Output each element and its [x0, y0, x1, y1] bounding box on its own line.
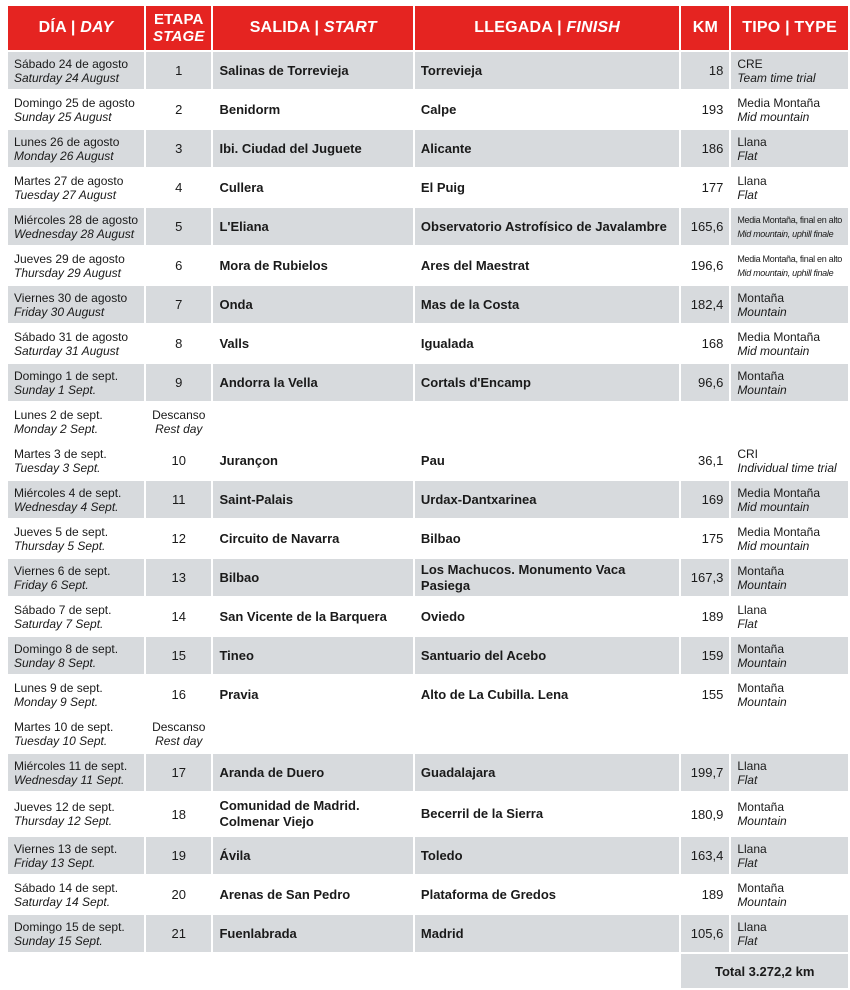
- day-en: Saturday 24 August: [14, 70, 119, 85]
- day-en: Saturday 7 Sept.: [14, 616, 104, 631]
- finish-cell: Calpe: [415, 91, 680, 128]
- stage-cell: 11: [146, 481, 211, 518]
- finish-cell: Becerril de la Sierra: [415, 793, 680, 835]
- start-cell: L'Eliana: [213, 208, 412, 245]
- stage-cell: 15: [146, 637, 211, 674]
- type-en: Mountain: [737, 814, 787, 828]
- type-cell: [731, 91, 848, 128]
- day-en: Friday 6 Sept.: [14, 577, 89, 592]
- table-row: [8, 52, 848, 89]
- type-en: Mid mountain: [737, 109, 810, 124]
- day-es: Domingo 15 de sept.: [14, 919, 125, 934]
- type-cell: [731, 637, 848, 674]
- km-cell: 165,6: [681, 208, 729, 245]
- day-es: Jueves 29 de agosto: [14, 251, 125, 266]
- type-es: Montaña: [737, 563, 785, 578]
- finish-cell: Pau: [415, 442, 680, 479]
- header-finish: LLEGADA | FINISH: [415, 6, 680, 50]
- header-start: SALIDA | START: [213, 6, 412, 50]
- day-cell: [8, 403, 144, 440]
- km-cell: 189: [681, 876, 729, 913]
- type-cell: [731, 130, 848, 167]
- rest-empty: [213, 403, 848, 440]
- type-en: Mountain: [737, 304, 787, 319]
- type-cell: [731, 169, 848, 206]
- stage-schedule: [6, 4, 850, 990]
- day-cell: [8, 325, 144, 362]
- day-cell: [8, 52, 144, 89]
- km-cell: 196,6: [681, 247, 729, 284]
- type-es: Montaña: [737, 290, 785, 305]
- day-cell: [8, 91, 144, 128]
- start-cell: Circuito de Navarra: [213, 520, 412, 557]
- type-cell: [731, 442, 848, 479]
- day-cell: [8, 481, 144, 518]
- day-cell: [8, 915, 144, 952]
- type-es: CRI: [737, 446, 758, 461]
- header-km: KM: [681, 6, 729, 50]
- day-en: Friday 30 August: [14, 304, 105, 319]
- day-es: Sábado 31 de agosto: [14, 329, 129, 344]
- type-cell: [731, 325, 848, 362]
- start-cell: Benidorm: [213, 91, 412, 128]
- stage-cell: 19: [146, 837, 211, 874]
- stage-cell: 18: [146, 793, 211, 835]
- total-spacer: [8, 954, 679, 988]
- km-cell: 167,3: [681, 559, 729, 596]
- day-es: Domingo 8 de sept.: [14, 641, 119, 656]
- table-row: [8, 915, 848, 952]
- rest-en: Rest day: [155, 733, 203, 748]
- day-en: Wednesday 28 August: [14, 226, 135, 241]
- table-row: [8, 520, 848, 557]
- type-es: Media Montaña, final en alto: [737, 253, 842, 264]
- stage-cell: 14: [146, 598, 211, 635]
- km-cell: 105,6: [681, 915, 729, 952]
- km-cell: 199,7: [681, 754, 729, 791]
- start-cell: Comunidad de Madrid. Colmenar Viejo: [213, 793, 412, 835]
- table-row: [8, 676, 848, 713]
- type-es: Llana: [737, 602, 767, 617]
- day-en: Monday 9 Sept.: [14, 694, 99, 709]
- table-row: [8, 637, 848, 674]
- start-cell: Arenas de San Pedro: [213, 876, 412, 913]
- day-cell: [8, 637, 144, 674]
- type-es: Media Montaña: [737, 329, 821, 344]
- finish-cell: Oviedo: [415, 598, 680, 635]
- stage-cell: 20: [146, 876, 211, 913]
- total-distance: Total 3.272,2 km: [681, 954, 848, 988]
- day-en: Tuesday 3 Sept.: [14, 460, 101, 475]
- type-cell: [731, 837, 848, 874]
- start-cell: San Vicente de la Barquera: [213, 598, 412, 635]
- type-cell: [731, 876, 848, 913]
- rest-es: Descanso: [152, 719, 206, 734]
- km-cell: 175: [681, 520, 729, 557]
- type-es: Media Montaña: [737, 485, 821, 500]
- table-row: [8, 91, 848, 128]
- start-cell: Cullera: [213, 169, 412, 206]
- table-row: [8, 169, 848, 206]
- type-en: Flat: [737, 187, 758, 202]
- type-cell: [731, 247, 848, 284]
- stage-cell: 16: [146, 676, 211, 713]
- type-en: Flat: [737, 616, 758, 631]
- start-cell: Ibi. Ciudad del Juguete: [213, 130, 412, 167]
- day-es: Domingo 25 de agosto: [14, 95, 135, 110]
- start-cell: Saint-Palais: [213, 481, 412, 518]
- day-es: Miércoles 11 de sept.: [14, 758, 128, 773]
- finish-cell: Santuario del Acebo: [415, 637, 680, 674]
- type-cell: [731, 915, 848, 952]
- type-es: Montaña: [737, 680, 785, 695]
- type-cell: [731, 598, 848, 635]
- day-en: Sunday 8 Sept.: [14, 655, 97, 670]
- day-cell: [8, 598, 144, 635]
- stage-cell: 7: [146, 286, 211, 323]
- rest-en: Rest day: [155, 421, 203, 436]
- start-cell: Andorra la Vella: [213, 364, 412, 401]
- type-cell: [731, 793, 848, 835]
- stage-cell: 5: [146, 208, 211, 245]
- header-type: TIPO | TYPE: [731, 6, 848, 50]
- km-cell: 155: [681, 676, 729, 713]
- type-es: CRE: [737, 56, 763, 71]
- type-es: Llana: [737, 134, 767, 149]
- stages-table: [6, 4, 850, 990]
- stage-cell: 2: [146, 91, 211, 128]
- type-en: Mountain: [737, 655, 787, 670]
- total-row: [8, 954, 848, 988]
- day-cell: [8, 442, 144, 479]
- type-en: Team time trial: [737, 70, 816, 85]
- day-cell: [8, 130, 144, 167]
- type-cell: [731, 481, 848, 518]
- finish-cell: Alto de La Cubilla. Lena: [415, 676, 680, 713]
- day-es: Jueves 5 de sept.: [14, 524, 109, 539]
- header-row: [8, 6, 848, 50]
- km-cell: 180,9: [681, 793, 729, 835]
- day-cell: [8, 715, 144, 752]
- day-cell: [8, 837, 144, 874]
- day-en: Monday 2 Sept.: [14, 421, 99, 436]
- day-es: Sábado 24 de agosto: [14, 56, 129, 71]
- day-es: Sábado 7 de sept.: [14, 602, 112, 617]
- km-cell: 18: [681, 52, 729, 89]
- day-en: Monday 26 August: [14, 148, 114, 163]
- finish-cell: Ares del Maestrat: [415, 247, 680, 284]
- km-cell: 163,4: [681, 837, 729, 874]
- type-en: Mid mountain: [737, 538, 810, 553]
- km-cell: 168: [681, 325, 729, 362]
- table-row: [8, 481, 848, 518]
- stage-cell: 12: [146, 520, 211, 557]
- table-row: [8, 130, 848, 167]
- finish-cell: Mas de la Costa: [415, 286, 680, 323]
- day-cell: [8, 208, 144, 245]
- table-row: [8, 364, 848, 401]
- day-cell: [8, 793, 144, 835]
- type-cell: [731, 520, 848, 557]
- day-en: Tuesday 27 August: [14, 187, 117, 202]
- day-es: Sábado 14 de sept.: [14, 880, 119, 895]
- finish-cell: Urdax-Dantxarinea: [415, 481, 680, 518]
- table-row: [8, 837, 848, 874]
- finish-cell: Bilbao: [415, 520, 680, 557]
- start-cell: Salinas de Torrevieja: [213, 52, 412, 89]
- stage-cell: 21: [146, 915, 211, 952]
- table-row: [8, 325, 848, 362]
- day-cell: [8, 876, 144, 913]
- day-en: Saturday 14 Sept.: [14, 894, 111, 909]
- day-en: Sunday 25 August: [14, 109, 112, 124]
- type-es: Montaña: [737, 641, 785, 656]
- table-row: [8, 598, 848, 635]
- type-cell: [731, 52, 848, 89]
- rest-es: Descanso: [152, 407, 206, 422]
- type-es: Montaña: [737, 368, 785, 383]
- table-row: [8, 793, 848, 835]
- day-es: Lunes 9 de sept.: [14, 680, 103, 695]
- start-cell: Aranda de Duero: [213, 754, 412, 791]
- finish-cell: El Puig: [415, 169, 680, 206]
- start-cell: Valls: [213, 325, 412, 362]
- km-cell: 186: [681, 130, 729, 167]
- stage-cell: [146, 403, 211, 440]
- day-en: Sunday 15 Sept.: [14, 933, 103, 948]
- day-en: Thursday 5 Sept.: [14, 538, 106, 553]
- day-es: Martes 3 de sept.: [14, 446, 107, 461]
- km-cell: 96,6: [681, 364, 729, 401]
- stage-cell: 9: [146, 364, 211, 401]
- finish-cell: Torrevieja: [415, 52, 680, 89]
- finish-cell: Toledo: [415, 837, 680, 874]
- finish-cell: Cortals d'Encamp: [415, 364, 680, 401]
- type-en: Mid mountain, uphill finale: [737, 228, 834, 239]
- day-es: Lunes 26 de agosto: [14, 134, 120, 149]
- day-es: Domingo 1 de sept.: [14, 368, 119, 383]
- day-es: Viernes 13 de sept.: [14, 841, 118, 856]
- day-en: Thursday 29 August: [14, 265, 121, 280]
- type-cell: [731, 364, 848, 401]
- type-es: Media Montaña: [737, 524, 821, 539]
- day-en: Wednesday 11 Sept.: [14, 772, 125, 787]
- start-cell: Tineo: [213, 637, 412, 674]
- day-es: Lunes 2 de sept.: [14, 407, 103, 422]
- day-cell: [8, 364, 144, 401]
- day-cell: [8, 520, 144, 557]
- km-cell: 193: [681, 91, 729, 128]
- type-es: Montaña: [737, 800, 785, 814]
- type-cell: [731, 208, 848, 245]
- km-cell: 177: [681, 169, 729, 206]
- type-es: Media Montaña, final en alto: [737, 214, 842, 225]
- type-cell: [731, 754, 848, 791]
- day-en: Friday 13 Sept.: [14, 855, 96, 870]
- type-cell: [731, 676, 848, 713]
- type-en: Mid mountain: [737, 499, 810, 514]
- type-es: Media Montaña: [737, 95, 821, 110]
- finish-cell: Igualada: [415, 325, 680, 362]
- type-cell: [731, 286, 848, 323]
- rest-day-row: [8, 715, 848, 752]
- type-es: Montaña: [737, 880, 785, 895]
- day-cell: [8, 286, 144, 323]
- km-cell: 189: [681, 598, 729, 635]
- finish-cell: Alicante: [415, 130, 680, 167]
- type-es: Llana: [737, 758, 767, 773]
- type-en: Mountain: [737, 577, 787, 592]
- finish-cell: Los Machucos. Monumento Vaca Pasiega: [415, 559, 680, 596]
- start-cell: Jurançon: [213, 442, 412, 479]
- type-es: Llana: [737, 919, 767, 934]
- day-en: Tuesday 10 Sept.: [14, 733, 108, 748]
- stage-cell: 1: [146, 52, 211, 89]
- start-cell: Onda: [213, 286, 412, 323]
- type-en: Individual time trial: [737, 460, 837, 475]
- type-en: Mid mountain: [737, 343, 810, 358]
- type-es: Llana: [737, 173, 767, 188]
- day-es: Viernes 6 de sept.: [14, 563, 111, 578]
- start-cell: Pravia: [213, 676, 412, 713]
- day-es: Martes 10 de sept.: [14, 719, 114, 734]
- table-row: [8, 559, 848, 596]
- table-row: [8, 208, 848, 245]
- stage-cell: 4: [146, 169, 211, 206]
- day-en: Thursday 12 Sept.: [14, 814, 113, 828]
- table-row: [8, 286, 848, 323]
- day-en: Wednesday 4 Sept.: [14, 499, 119, 514]
- stage-cell: 8: [146, 325, 211, 362]
- type-en: Flat: [737, 148, 758, 163]
- km-cell: 182,4: [681, 286, 729, 323]
- day-en: Saturday 31 August: [14, 343, 119, 358]
- finish-cell: Guadalajara: [415, 754, 680, 791]
- day-es: Viernes 30 de agosto: [14, 290, 128, 305]
- table-row: [8, 876, 848, 913]
- finish-cell: Madrid: [415, 915, 680, 952]
- stage-cell: 3: [146, 130, 211, 167]
- type-cell: [731, 559, 848, 596]
- type-en: Mid mountain, uphill finale: [737, 267, 834, 278]
- km-cell: 169: [681, 481, 729, 518]
- start-cell: Ávila: [213, 837, 412, 874]
- day-cell: [8, 559, 144, 596]
- day-cell: [8, 169, 144, 206]
- km-cell: 159: [681, 637, 729, 674]
- day-es: Jueves 12 de sept.: [14, 800, 115, 814]
- start-cell: Mora de Rubielos: [213, 247, 412, 284]
- start-cell: Fuenlabrada: [213, 915, 412, 952]
- day-es: Martes 27 de agosto: [14, 173, 124, 188]
- stage-cell: 17: [146, 754, 211, 791]
- day-cell: [8, 754, 144, 791]
- type-en: Mountain: [737, 894, 787, 909]
- table-row: [8, 442, 848, 479]
- start-cell: Bilbao: [213, 559, 412, 596]
- stage-cell: [146, 715, 211, 752]
- day-cell: [8, 676, 144, 713]
- stage-cell: 10: [146, 442, 211, 479]
- table-row: [8, 247, 848, 284]
- day-en: Sunday 1 Sept.: [14, 382, 97, 397]
- rest-empty: [213, 715, 848, 752]
- type-es: Llana: [737, 841, 767, 856]
- type-en: Flat: [737, 772, 758, 787]
- km-cell: 36,1: [681, 442, 729, 479]
- table-row: [8, 754, 848, 791]
- type-en: Flat: [737, 855, 758, 870]
- type-en: Mountain: [737, 382, 787, 397]
- day-es: Miércoles 4 de sept.: [14, 485, 122, 500]
- finish-cell: Plataforma de Gredos: [415, 876, 680, 913]
- type-en: Flat: [737, 933, 758, 948]
- day-cell: [8, 247, 144, 284]
- header-day: DÍA | DAY: [8, 6, 144, 50]
- stage-cell: 6: [146, 247, 211, 284]
- type-en: Mountain: [737, 694, 787, 709]
- rest-day-row: [8, 403, 848, 440]
- header-stage: ETAPA STAGE: [146, 6, 211, 50]
- finish-cell: Observatorio Astrofísico de Javalambre: [415, 208, 680, 245]
- stage-cell: 13: [146, 559, 211, 596]
- day-es: Miércoles 28 de agosto: [14, 212, 139, 227]
